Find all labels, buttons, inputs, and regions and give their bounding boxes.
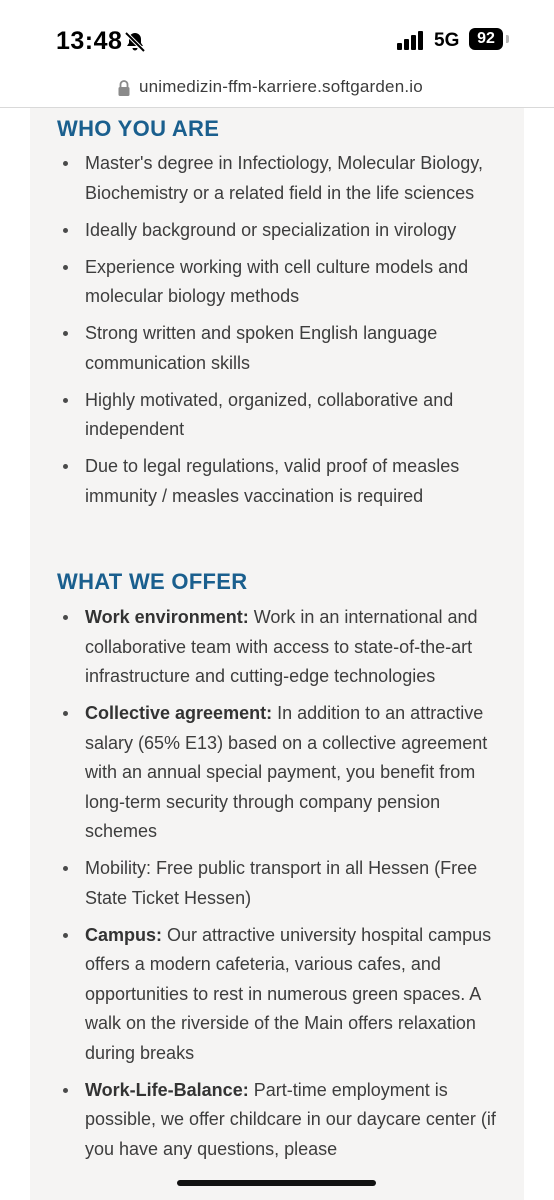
list-item — [30, 603, 524, 692]
bullet-icon — [63, 265, 68, 270]
item-text: Ideally background or specialization in virology — [85, 219, 457, 240]
list-item — [30, 452, 524, 511]
bullet-icon — [63, 711, 68, 716]
list-item — [30, 386, 524, 445]
list-item — [30, 1076, 524, 1165]
item-label: Collective agreement: — [85, 703, 273, 723]
bullet-icon — [63, 161, 68, 166]
cellular-signal-icon — [397, 30, 427, 50]
list-item — [30, 253, 524, 312]
battery-icon: 92 — [469, 28, 503, 50]
what-we-offer-list — [30, 603, 524, 1172]
address-bar[interactable] — [0, 72, 554, 108]
item-label: Work-Life-Balance: — [85, 1079, 249, 1100]
item-text: Mobility: Free public transport in all Hessen (Free State Ticket Hessen) — [85, 858, 478, 908]
list-item — [30, 319, 524, 378]
bullet-icon — [63, 933, 68, 938]
item-text: Part-time employment is possible, we offer childcare in our daycare center (if you have any questions, please — [85, 1079, 496, 1159]
section-title-who-you-are: WHO YOU ARE — [57, 116, 220, 141]
bullet-icon — [63, 866, 68, 871]
section-title-what-we-offer: WHAT WE OFFER — [57, 569, 248, 594]
item-text: Due to legal regulations, valid proof of measles immunity / measles vaccination is required — [85, 456, 460, 506]
item-text: Master's degree in Infectiology, Molecular Biology, Biochemistry or a related field in the life sciences — [85, 153, 483, 203]
home-indicator[interactable] — [177, 1180, 376, 1186]
list-item — [30, 921, 524, 1069]
list-item — [30, 699, 524, 847]
bullet-icon — [63, 331, 68, 336]
bullet-icon — [63, 228, 68, 233]
lock-icon — [117, 79, 131, 97]
url-text[interactable]: unimedizin-ffm-karriere.softgarden.io — [139, 77, 423, 96]
list-item — [30, 149, 524, 208]
clock: 13:48 — [56, 27, 123, 55]
item-text: Strong written and spoken English language communication skills — [85, 323, 438, 373]
network-type: 5G — [434, 30, 460, 51]
battery-cap — [506, 35, 509, 43]
who-you-are-list — [30, 149, 524, 519]
list-item — [30, 216, 524, 246]
item-label: Work environment: — [85, 607, 249, 627]
item-text: Work in an international and collaborative team with access to state-of-the-art infrastructure and cutting-edge technologies — [85, 607, 478, 686]
item-text: Experience working with cell culture models and molecular biology methods — [85, 256, 469, 306]
list-item — [30, 854, 524, 913]
bullet-icon — [63, 464, 68, 469]
item-text: In addition to an attractive salary (65% E13) based on a collective agreement with an annual special payment, you benefit from long-term security through company pension schemes — [85, 703, 488, 841]
item-text: Our attractive university hospital campus offers a modern cafeteria, various cafes, and opportunities to rest in numerous green spaces. A walk on the riverside of the Main offers relaxation during breaks — [85, 924, 492, 1063]
silent-bell-icon — [123, 30, 147, 54]
job-description — [30, 108, 524, 1200]
item-text: Highly motivated, organized, collaborative and independent — [85, 389, 454, 439]
bullet-icon — [63, 398, 68, 403]
item-label: Campus: — [85, 924, 163, 945]
bullet-icon — [63, 1088, 68, 1093]
status-bar — [0, 0, 554, 72]
bullet-icon — [63, 615, 68, 620]
